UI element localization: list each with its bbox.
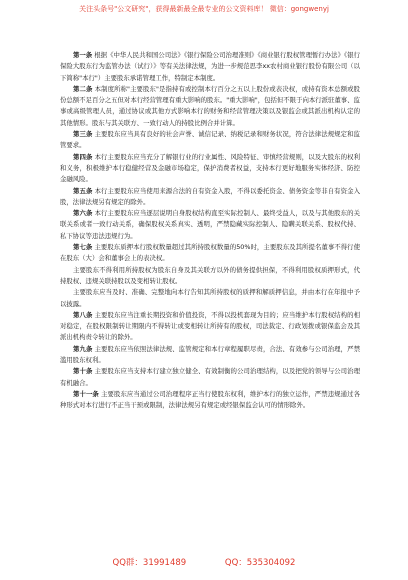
article-number: 第六条 bbox=[73, 209, 93, 218]
article-text: 本行主要股东应当逐层说明自身股权结构直至实际控制人、最终受益人，以及与其他股东的关联关系或者一致行动关系，确保股权关系真实、透明，严禁隐藏实际控制人、隐瞒关联关系、股权代持、私下协议等违法违规行为。 bbox=[60, 209, 360, 240]
article-number: 第七条 bbox=[73, 243, 93, 252]
paragraph-7 bbox=[60, 242, 360, 265]
article-number: 第一条 bbox=[73, 51, 93, 59]
paragraph-8 bbox=[60, 265, 360, 288]
article-text: 本制度所称"主要股东"是指持有或控制本行百分之五以上股份或表决权，或持有资本总额或股份总额不足百分之五但对本行经营管理有重大影响的股东。"重大影响"，包括但不限于向本行派驻董事、监事或高级管理人员，通过协议或其他方式影响本行的财务和经营管理决策以及银监会或其派出机构认定的其他情形。股东与其关联方、一致行动人的持股比例合并计算。 bbox=[60, 84, 360, 127]
contact-footer bbox=[0, 556, 408, 568]
paragraph-6 bbox=[60, 208, 360, 242]
qq-number: QQ：535304092 bbox=[224, 558, 296, 568]
article-text: 主要股东应当依照法律法规、监管规定和本行章程履职尽责，合法、有效参与公司治理，严禁滥用股东权利。 bbox=[60, 344, 360, 365]
article-number: 第十条 bbox=[73, 367, 93, 376]
paragraph-2 bbox=[60, 84, 360, 129]
paragraph-4 bbox=[60, 152, 360, 186]
paragraph-1 bbox=[60, 50, 360, 84]
promo-banner: 关注头条号"公文研究"，获得最新最全最专业的公文资料库！ 微信：gongwenyj bbox=[79, 5, 329, 13]
article-number: 第五条 bbox=[73, 186, 93, 195]
article-text: 主要股东应当注重长期投资和价值投资，不得以投机套现为目的；应当维护本行股权结构的相对稳定，在股权限制转让期限内不得转让或变相转让所持有的股权，司法裁定、行政划拨或银保监会及其派出机构责令转让的除外。 bbox=[60, 310, 360, 342]
paragraph-10 bbox=[60, 310, 360, 344]
paragraph-11 bbox=[60, 344, 360, 367]
paragraph-12 bbox=[60, 366, 360, 389]
article-text: 主要股东应当具有良好的社会声誉、诚信记录、纳税记录和财务状况，符合法律法规规定和监管要求。 bbox=[60, 130, 360, 150]
paragraph-13 bbox=[60, 389, 360, 412]
article-text: 本行主要股东应当使用来源合法的自有资金入股，不得以委托资金、债务资金等非自有资金入股，法律法规另有规定的除外。 bbox=[60, 186, 360, 206]
article-number: 第十一条 bbox=[73, 389, 99, 398]
article-text: 主要股东应当支持本行建立独立健全、有效制衡的公司治理结构，以及把党的领导与公司治理有机融合。 bbox=[60, 367, 360, 387]
article-number: 第二条 bbox=[73, 84, 93, 93]
article-text: 主要股东质押本行股权数量超过其所持股权数量的50%时，主要股东及其所提名董事不得行使在股东（大）会和董事会上的表决权。 bbox=[60, 243, 360, 263]
article-text: 本行主要股东应当充分了解银行业的行业属性、风险特征、审慎经营规则，以及大股东的权利和义务，积极维护本行稳健经营及金融市场稳定，保护消费者权益，支持本行更好地服务实体经济、防控金融风险。 bbox=[60, 152, 360, 184]
article-text: 主要股东应当及时、准确、完整地向本行告知其所持股权的质押和解质押信息，并由本行在年报中予以披露。 bbox=[60, 288, 360, 308]
article-text: 主要股东应当通过公司治理程序正当行使股东权利，维护本行的独立运作，严禁违规通过各种形式对本行进行不正当干预或限制，法律法规另有规定或经银保监会认可的情形除外。 bbox=[60, 389, 360, 410]
qq-group-number: QQ群：31991489 bbox=[112, 558, 187, 568]
article-text: 根据《中华人民共和国公司法》《银行保险公司治理准则》《商业银行股权管理暂行办法》《银行保险大股东行为监管办法（试行）》等有关法律法规，为进一步规范思李xx农村商业银行股份有限公司（以下简称"本行"）主要股东承诺管理工作，特制定本制度。 bbox=[60, 51, 360, 82]
document-body bbox=[60, 50, 360, 412]
article-number: 第三条 bbox=[73, 130, 93, 139]
paragraph-5 bbox=[60, 186, 360, 209]
paragraph-9 bbox=[60, 287, 360, 310]
article-number: 第四条 bbox=[73, 152, 93, 161]
article-number: 第九条 bbox=[73, 344, 93, 353]
article-number: 第八条 bbox=[73, 310, 93, 319]
article-text: 主要股东不得利用所持股权为股东自身及其关联方以外的债务提供担保，不得利用股权质押形式，代持股权、违规关联持股以及变相转让股权。 bbox=[60, 265, 360, 285]
paragraph-3 bbox=[60, 129, 360, 152]
